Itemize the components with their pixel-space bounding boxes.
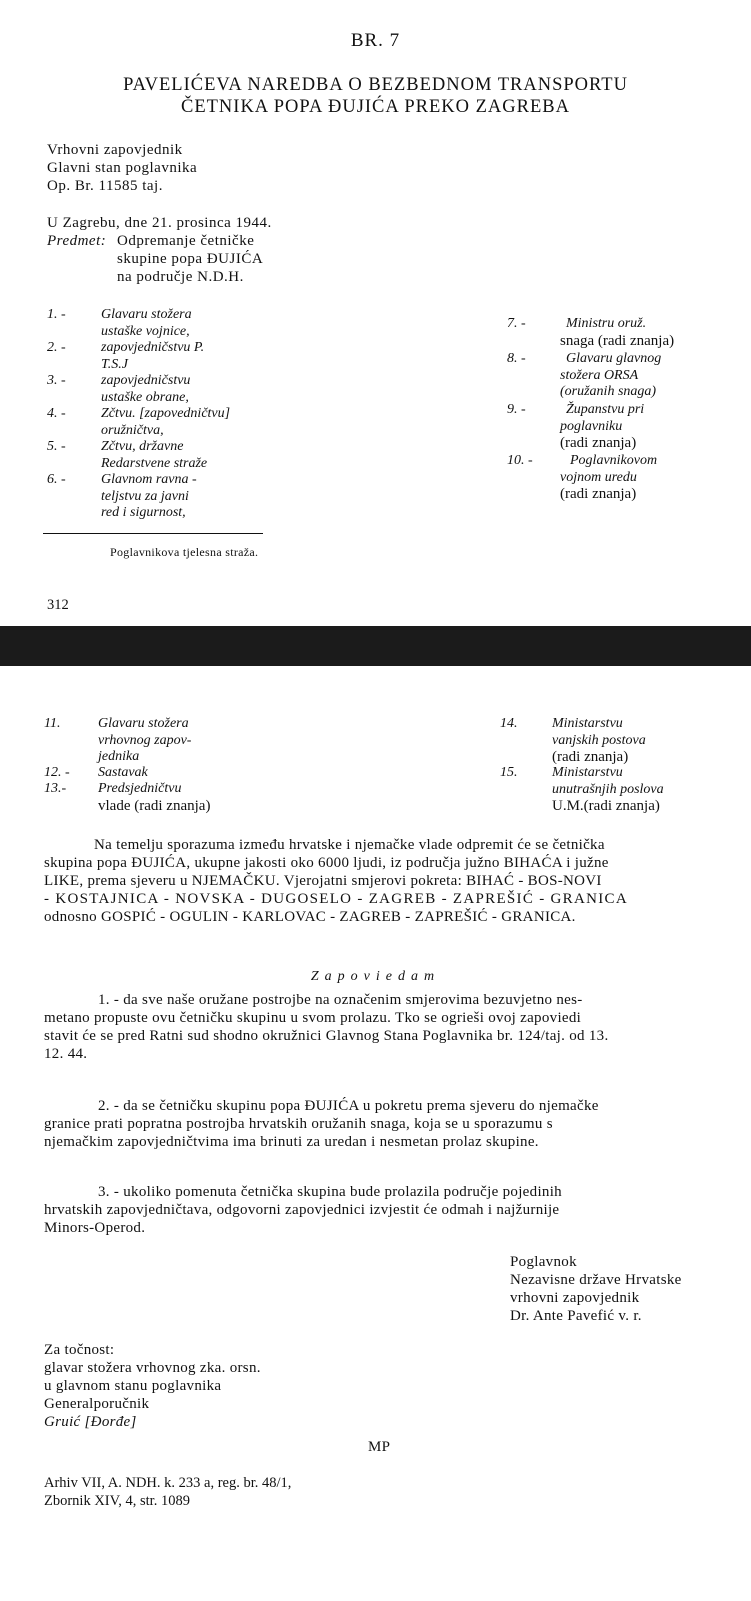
recipient-line: zapovjedničstvu	[101, 373, 191, 388]
recipient-number: 13.-	[44, 781, 67, 796]
recipient-line: Ministarstvu	[552, 765, 623, 780]
recipient-line: Glavnom ravna -	[101, 472, 197, 487]
footnote-rule	[43, 533, 263, 534]
recipient-line: jednika	[98, 749, 140, 764]
point-2	[44, 1097, 687, 1151]
subject-line3: na područje N.D.H.	[117, 269, 244, 285]
paragraph-line: odnosno GOSPIĆ - OGULIN - KARLOVAC - ZAGREB - ZAPREŠIĆ - GRANICA.	[44, 909, 576, 925]
certification-line: u glavnom stanu poglavnika	[44, 1378, 222, 1394]
recipient-line: Ministarstvu	[552, 716, 623, 731]
recipient-number: 6. -	[47, 472, 66, 487]
recipient-line: Županstvu pri	[566, 402, 645, 417]
recipient-line: red i sigurnost,	[101, 505, 186, 520]
recipient-number: 3. -	[47, 373, 66, 388]
recipient-line: (radi znanja)	[560, 435, 637, 451]
recipient-line: (radi znanja)	[560, 486, 637, 502]
recipient-item	[560, 402, 644, 452]
recipient-item	[101, 307, 192, 340]
command-heading: Zapoviedam	[310, 969, 441, 984]
recipient-item	[560, 351, 661, 401]
subject-line1: Odpremanje četničke	[117, 233, 255, 249]
signature-line: Dr. Ante Pavefić v. r.	[510, 1308, 642, 1324]
recipient-item	[101, 340, 204, 373]
archive-line: Zbornik XIV, 4, str. 1089	[44, 1492, 190, 1509]
subject-label: Predmet:	[47, 233, 107, 249]
recipient-line: unutrašnjih poslova	[552, 781, 664, 797]
recipient-line: Zčtvu. [zapovedničtvu]	[101, 406, 231, 421]
footnote: Poglavnikova tjelesna straža.	[110, 545, 259, 559]
paragraph-line: Na temelju sporazuma između hrvatske i njemačke vlade odpremit će se četnička	[94, 837, 605, 853]
recipient-number: 10. -	[507, 453, 533, 468]
recipient-line: Glavaru stožera	[98, 716, 189, 731]
recipient-line: snaga (radi znanja)	[560, 332, 675, 349]
subject-line2: skupine popa ĐUJIĆA	[117, 251, 264, 267]
page-number: 312	[47, 597, 69, 613]
recipient-item	[552, 765, 664, 815]
archive-reference	[44, 1475, 291, 1510]
certification-line: Generalporučnik	[44, 1396, 150, 1412]
recipient-line: U.M.(radi znanja)	[552, 798, 660, 814]
recipient-number: 2. -	[47, 340, 66, 355]
paragraph-line: stavit će se pred Ratni sud shodno okružnici Glavnog Stana Poglavnika br. 124/taj. od 13.	[44, 1028, 609, 1044]
recipient-line: Zčtvu, državne	[101, 439, 184, 454]
page-divider	[0, 626, 751, 666]
page-313	[0, 666, 751, 1601]
recipient-line: Glavaru stožera	[101, 307, 192, 322]
paragraph-line: metano propuste ovu četničku skupinu u svom prolazu. Tko se ogrieši ovoj zapoviedi	[44, 1010, 582, 1026]
recipient-line: T.S.J	[101, 356, 128, 372]
paragraph-line: 1. - da sve naše oružane postrojbe na označenim smjerovima bezuvjetno nes-	[98, 992, 583, 1008]
recipient-line: teljstvu za javni	[101, 488, 189, 504]
recipient-number: 9. -	[507, 402, 526, 417]
recipient-item	[552, 716, 646, 766]
page-312	[0, 0, 751, 626]
recipient-line: ustaške obrane,	[101, 389, 189, 405]
recipient-item	[560, 453, 657, 503]
paragraph-line: njemačkim zapovjedničtvima ima brinuti za uredan i nesmetan prolaz skupine.	[44, 1134, 539, 1150]
certification-line: Gruić [Đorđe]	[44, 1414, 137, 1430]
recipient-line: vrhovnog zapov-	[98, 732, 192, 748]
point-1	[44, 991, 687, 1063]
certification-line: Za točnost:	[44, 1342, 115, 1358]
certification-line: glavar stožera vrhovnog zka. orsn.	[44, 1360, 261, 1376]
recipient-line: (radi znanja)	[552, 749, 629, 765]
recipient-item	[101, 439, 207, 472]
sender-block	[47, 141, 197, 195]
archive-line: Arhiv VII, A. NDH. k. 233 a, reg. br. 48/1,	[44, 1475, 292, 1491]
recipient-number: 14.	[500, 716, 518, 731]
document-number: BR. 7	[350, 30, 401, 51]
signature-block	[510, 1253, 682, 1325]
recipient-line: vanjskih postova	[552, 732, 646, 748]
recipient-line: Redarstvene straže	[101, 455, 208, 471]
paragraph-line: Minors-Operod.	[44, 1220, 146, 1236]
recipient-item	[98, 781, 210, 814]
sender-line3: Op. Br. 11585 taj.	[47, 178, 163, 194]
stamp-mark: MP	[368, 1439, 391, 1455]
paragraph-line: LIKE, prema sjeveru u NJEMAČKU. Vjerojatni smjerovi pokreta: BIHAĆ - BOS-NOVI	[44, 873, 602, 889]
point-3	[44, 1183, 687, 1237]
paragraph-line: - KOSTAJNICA - NOVSKA - DUGOSELO - ZAGREB - ZAPREŠIĆ - GRANICA	[44, 891, 628, 907]
place-date: U Zagrebu, dne 21. prosinca 1944.	[47, 215, 272, 231]
paragraph-line: granice prati popratna postrojba hrvatskih oružanih snaga, koja se u sporazumu s	[44, 1116, 553, 1132]
certification-block	[44, 1341, 261, 1431]
document-title-line1: PAVELIĆEVA NAREDBA O BEZBEDNOM TRANSPORTU	[123, 75, 628, 95]
recipient-line: Glavaru glavnog	[566, 351, 662, 366]
recipient-item	[101, 472, 197, 522]
signature-line: Nezavisne države Hrvatske	[510, 1272, 682, 1288]
paragraph-line: 3. - ukoliko pomenuta četnička skupina bude prolazila područje pojedinih	[98, 1184, 562, 1200]
recipient-number: 5. -	[47, 439, 66, 454]
recipient-line: ustaške vojnice,	[101, 323, 190, 339]
recipient-line: vlade (radi znanja)	[98, 797, 211, 814]
recipient-item	[98, 716, 191, 766]
recipient-line: stožera ORSA	[560, 367, 639, 383]
paragraph-line: hrvatskih zapovjedničtava, odgovorni zapovjednici izvjestit će odmah i najžurnije	[44, 1202, 560, 1218]
sender-line1: Vrhovni zapovjednik	[47, 142, 183, 158]
recipient-line: Predsjedničtvu	[98, 781, 182, 796]
recipient-line: (oružanih snaga)	[560, 384, 657, 399]
recipient-number: 4. -	[47, 406, 66, 421]
recipient-line: vojnom uredu	[560, 469, 637, 485]
recipient-number: 11.	[44, 716, 61, 731]
signature-line: vrhovni zapovjednik	[510, 1290, 640, 1306]
recipient-number: 8. -	[507, 351, 526, 366]
recipient-number: 15.	[500, 765, 518, 780]
signature-line: Poglavnok	[510, 1254, 577, 1270]
recipient-number: 7. -	[507, 316, 526, 331]
recipient-item	[101, 373, 190, 406]
recipient-number: 12. -	[44, 765, 70, 780]
recipient-item	[101, 406, 230, 439]
recipient-line: oružničtva,	[101, 422, 164, 438]
intro-paragraph	[44, 836, 687, 926]
paragraph-line: skupina popa ĐUJIĆA, ukupne jakosti oko 6000 ljudi, iz područja južno BIHAĆA i južne	[44, 855, 609, 871]
sender-line2: Glavni stan poglavnika	[47, 160, 198, 176]
paragraph-line: 2. - da se četničku skupinu popa ĐUJIĆA u pokretu prema sjeveru do njemačke	[98, 1098, 599, 1114]
document-title-line2: ČETNIKA POPA ĐUJIĆA PREKO ZAGREBA	[180, 97, 570, 117]
recipient-item	[98, 765, 148, 782]
paragraph-line: 12. 44.	[44, 1046, 88, 1062]
recipient-number: 1. -	[47, 307, 66, 322]
recipient-line: zapovjedničstvu P.	[101, 340, 205, 355]
recipient-line: poglavniku	[560, 418, 623, 434]
recipient-line: Ministru oruž.	[566, 316, 647, 331]
recipient-line: Poglavnikovom	[570, 453, 658, 468]
recipient-item	[560, 316, 674, 349]
recipient-line: Sastavak	[98, 765, 148, 780]
